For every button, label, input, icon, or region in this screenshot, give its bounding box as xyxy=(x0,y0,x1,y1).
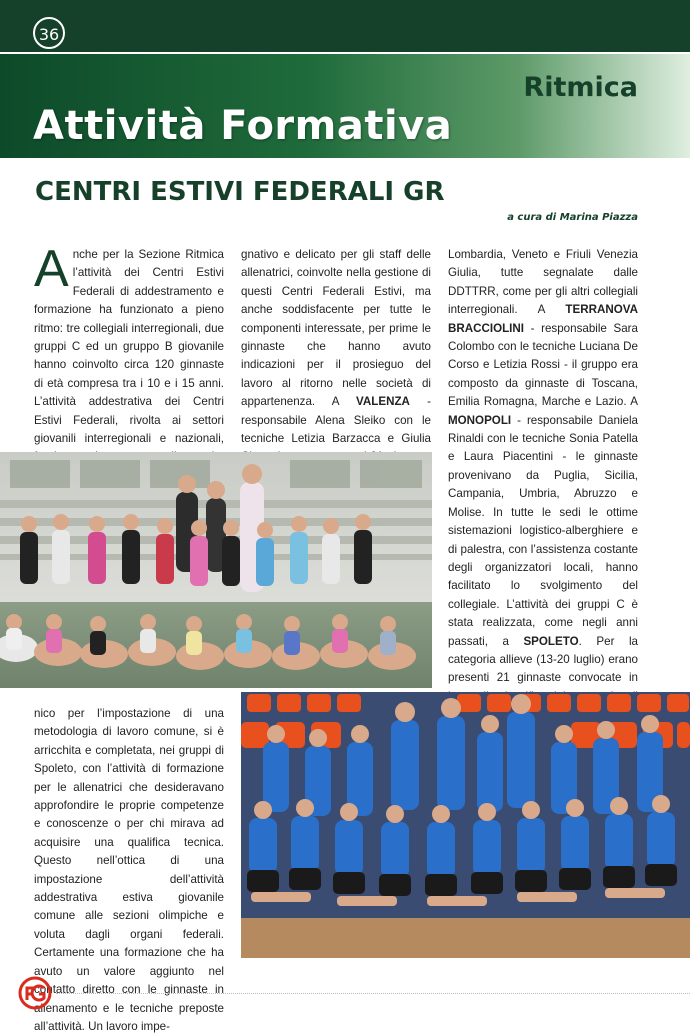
column-1-text: nche per la Sezione Ritmica l’attività dei Centri Estivi Federali di addestramento e formazione ha funzionato a pieno ritmo: tre collegiali interregionali, due gruppi C ed un gruppo B giovanile hanno coinvolto circa 120 ginnaste di età compresa tra i 10 e i 15 anni. L’attività addestrativa dei Centri Estivi Federali, rivolta ai settori giovanili interregionali e nazionali, xyxy=(34,248,224,446)
column-3-text-a: Lombardia, Veneto e Friuli Venezia Giulia, tutte segnalate dalle DDTTRR, come per gli altri collegiali interregionali. A xyxy=(448,248,638,317)
dropcap: A xyxy=(34,240,69,298)
page-number: 36 xyxy=(33,17,65,49)
text-column-1 xyxy=(34,240,224,485)
group-photo-1-illustration xyxy=(0,452,432,688)
column-2-text-a: gnativo e delicato per gli staff delle allenatrici, coinvolte nella gestione di questi Centri Federali Estivi, ma anche soddisfacente per tutte le componenti interessate, per prime le ginnaste che hanno avuto indicazioni per il prosieguo del lavoro al ritorno nelle società di appartenenza. A xyxy=(241,248,431,409)
byline: a cura di Marina Piazza xyxy=(507,212,638,223)
column-2-text-b: - responsabile Alena Sleiko con le tecniche Letizia Barzacca e Giulia xyxy=(241,395,431,446)
place-spoleto: SPOLETO xyxy=(523,634,579,648)
place-valenza: VALENZA xyxy=(356,395,410,409)
article-subtitle: CENTRI ESTIVI FEDERALI GR xyxy=(35,177,445,207)
column-1-paragraph xyxy=(34,240,224,485)
place-terranova: TERRANOVA BRACCIOLINI xyxy=(448,303,638,335)
column-3-paragraph xyxy=(448,246,638,743)
federation-logo xyxy=(18,976,52,1010)
column-3-text-d: . Per la categoria allieve (13-20 luglio) erano presenti 21 ginnaste convocate in xyxy=(448,634,638,685)
column-3-text-b: - responsabile Sara Colombo con le tecniche Luciana De Corso e Letizia Rossi - il gruppo era composto da ginnaste di Toscana, Emilia Romagna, Marche e Lazio. A xyxy=(448,321,638,409)
group-photo-2-illustration xyxy=(241,692,690,958)
footer-divider xyxy=(56,993,690,994)
group-photo-spoleto xyxy=(241,692,690,958)
text-column-4 xyxy=(34,705,224,1036)
header-bar xyxy=(0,0,690,52)
section-label: Ritmica xyxy=(523,72,638,103)
column-4-paragraph: nico per l’impostazione di una metodologia di lavoro comune, si è arricchita e completata, nei gruppi di Spoleto, con l’attività di formazione per le allenatrici che desideravano approfondire le proprie competenze e conoscenze o per chi mirava ad acquisire una qualifica tecnica. Questo nell’ottica di una impostazione dell’attività addestrativa estiva giovanile comune alle sezioni olimpiche e voluta dagli organi federali. Certamente una formazione che ha avuto un valore aggiunto nel contatto diretto con le ginnaste in allenamento e le tecniche preposte all’attività. Un lavoro impe- xyxy=(34,707,224,1033)
text-column-3 xyxy=(448,246,638,743)
page-title: Attività Formativa xyxy=(33,103,453,149)
column-3-text-c: - responsabile Daniela Rinaldi con le tecniche Sonia Patella e Laura Piacentini - le ginnaste provenivano da Puglia, Sicilia, Campania, Umbria, Abruzzo e Molise. In tutte le sedi le ottime sistemazioni logistico-alberghiere e di palestra, con l’assistenza costante degli organizzatori locali, hanno facilitato lo svolgimento del collegiale. L’attività dei gruppi C è stata realizzata, come negli anni passati, a xyxy=(448,413,638,648)
federation-logo-icon xyxy=(18,976,52,1010)
group-photo-valenza xyxy=(0,452,432,688)
place-monopoli: MONOPOLI xyxy=(448,413,512,427)
